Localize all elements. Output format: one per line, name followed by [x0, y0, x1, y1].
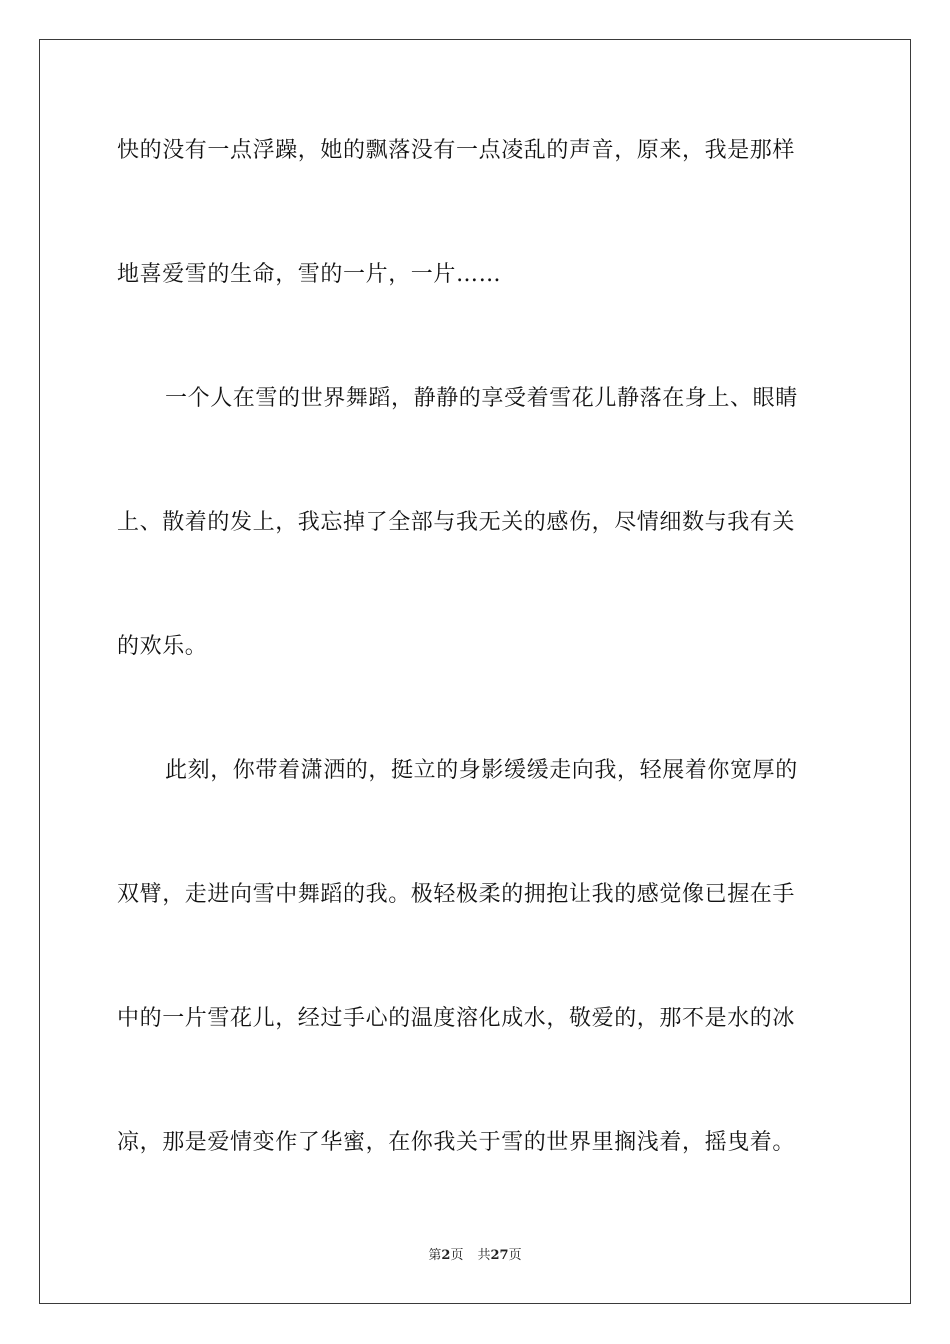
page-footer — [0, 1247, 950, 1265]
text-line: 双臂，走进向雪中舞蹈的我。极轻极柔的拥抱让我的感觉像已握在手 — [117, 882, 796, 907]
text-line: 凉，那是爱情变作了华蜜，在你我关于雪的世界里搁浅着，摇曳着。 — [117, 1130, 796, 1155]
text-line: 上、散着的发上，我忘掉了全部与我无关的感伤，尽情细数与我有关 — [117, 510, 796, 535]
total-pages: 27 — [490, 1248, 509, 1263]
page-prefix: 第 — [428, 1248, 442, 1263]
total-prefix: 共 — [477, 1248, 491, 1263]
total-suffix: 页 — [508, 1248, 522, 1263]
text-line: 中的一片雪花儿，经过手心的温度溶化成水，敬爱的，那不是水的冰 — [117, 1006, 796, 1031]
page-border — [39, 39, 911, 1304]
text-line: 地喜爱雪的生命，雪的一片，一片…… — [117, 262, 502, 287]
page-number: 2 — [441, 1248, 451, 1263]
text-line: 快的没有一点浮躁，她的飘落没有一点凌乱的声音，原来，我是那样 — [117, 138, 796, 163]
page-suffix: 页 — [450, 1248, 464, 1263]
text-line: 的欢乐。 — [117, 634, 208, 659]
text-line: 此刻，你带着潇洒的，挺立的身影缓缓走向我，轻展着你宽厚的 — [165, 758, 798, 783]
text-line: 一个人在雪的世界舞蹈，静静的享受着雪花儿静落在身上、眼睛 — [165, 386, 798, 411]
